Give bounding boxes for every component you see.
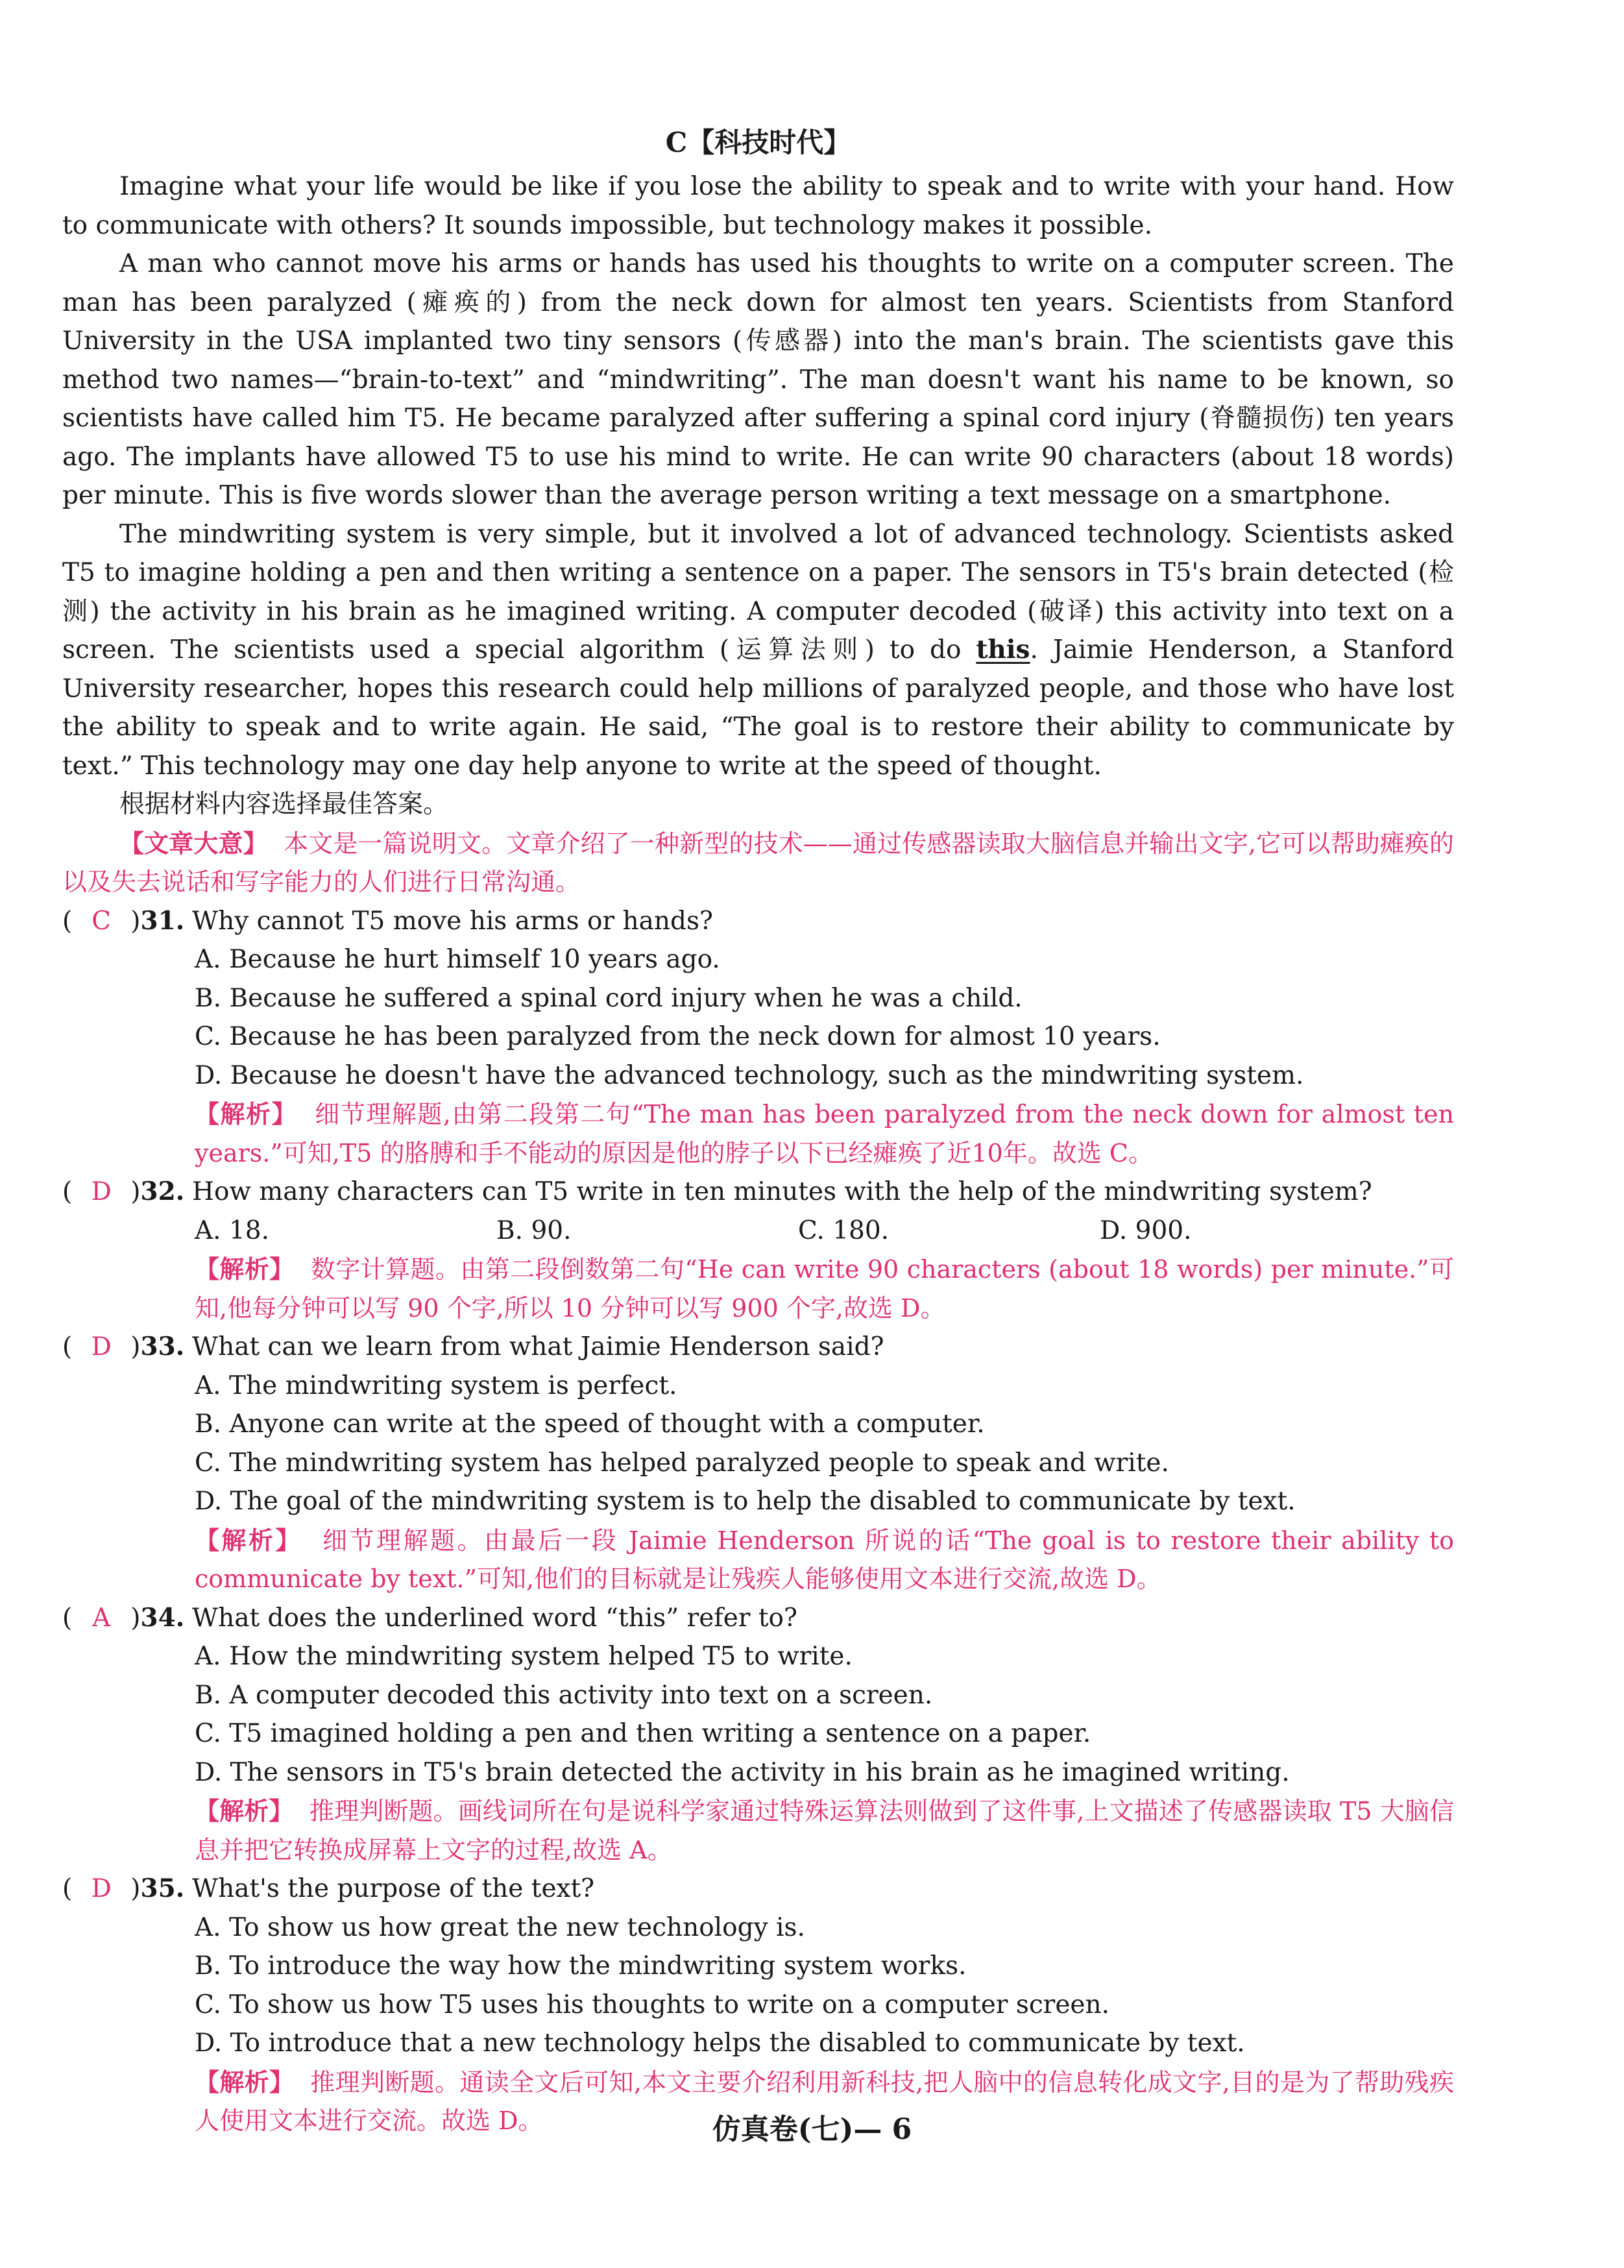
analysis-31 bbox=[195, 1095, 1454, 1173]
answer-34: A bbox=[92, 1603, 111, 1633]
question-31 bbox=[62, 902, 1454, 941]
option-c: C. 180. bbox=[798, 1215, 890, 1245]
question-stem: What's the purpose of the text? bbox=[192, 1874, 595, 1903]
passage-paragraph-1: Imagine what your life would be like if you lose the ability to speak and to write with your hand. How to communicate with others? It sounds impossible, but technology makes it possible. bbox=[62, 172, 1454, 240]
analysis-33 bbox=[195, 1521, 1454, 1599]
options-row bbox=[195, 1212, 1454, 1250]
passage-paragraph-3 bbox=[62, 515, 1454, 786]
answer-35: D bbox=[91, 1874, 112, 1903]
option-a: A. The mindwriting system is perfect. bbox=[195, 1371, 677, 1400]
option-c: C. To show us how T5 uses his thoughts to write on a computer screen. bbox=[195, 1990, 1109, 2019]
question-number: 31. bbox=[140, 905, 185, 936]
page-footer: 仿真卷(七)— 6 bbox=[712, 2113, 912, 2146]
answer-33: D bbox=[91, 1332, 112, 1361]
question-number: 35. bbox=[140, 1873, 185, 1903]
option-d: D. The sensors in T5's brain detected the activity in his brain as he imagined writing. bbox=[195, 1757, 1290, 1787]
instruction: 根据材料内容选择最佳答案。 bbox=[119, 790, 449, 819]
question-34 bbox=[62, 1599, 1454, 1638]
option-a: A. How the mindwriting system helped T5 to write. bbox=[195, 1642, 853, 1671]
question-33 bbox=[62, 1328, 1454, 1367]
option-d: D. Because he doesn't have the advanced technology, such as the mindwriting system. bbox=[195, 1060, 1304, 1090]
article-summary bbox=[62, 824, 1454, 902]
analysis-text: 推理判断题。通读全文后可知,本文主要介绍利用新科技,把人脑中的信息转化成文字,目的是为了帮助残疾人使用文本进行交流。故选 D。 bbox=[195, 2067, 1454, 2135]
analysis-text: 数字计算题。由第二段倒数第二句“He can write 90 characters (about 18 words) per minute.”可知,他每分钟可以写 90 个字,所以 10 分钟可以写 900 个字,故选 D。 bbox=[195, 1255, 1454, 1323]
section-title: C【科技时代】 bbox=[665, 127, 851, 158]
analysis-text: 细节理解题。由最后一段 Jaimie Henderson 所说的话“The goal is to restore their ability to communicate by text.”可知,他们的目标就是让残疾人能够使用文本进行交流,故选 D。 bbox=[195, 1526, 1454, 1593]
option-b: B. 90. bbox=[496, 1215, 572, 1245]
question-stem: What does the underlined word “this” refer to? bbox=[192, 1603, 797, 1633]
question-32 bbox=[62, 1173, 1454, 1212]
question-number: 34. bbox=[140, 1602, 185, 1633]
option-a: A. 18. bbox=[195, 1215, 269, 1245]
analysis-32 bbox=[195, 1250, 1454, 1328]
answer-32: D bbox=[91, 1177, 112, 1206]
question-number: 33. bbox=[140, 1332, 185, 1361]
analysis-tag: 【解析】 bbox=[195, 1254, 295, 1284]
option-b: B. A computer decoded this activity into text on a screen. bbox=[195, 1680, 933, 1710]
analysis-tag: 【解析】 bbox=[195, 2067, 295, 2097]
option-d: D. The goal of the mindwriting system is to help the disabled to communicate by text. bbox=[195, 1487, 1296, 1516]
passage-paragraph-2: A man who cannot move his arms or hands has used his thoughts to write on a computer screen. The man has been paralyzed (瘫痪的) from the neck down for almost ten years. Scientists from Stanford University in the USA implanted two tiny sensors (传感器) into the man's brain. The scientists gave this method two names—“brain-to-text” and “mindwriting”. The man doesn't want his name to be known, so scientists have called him T5. He became paralyzed after suffering a spinal cord injury (脊髓损伤) ten years ago. The implants have allowed T5 to use his mind to write. He can write 90 characters (about 18 words) per minute. This is five words slower than the average person writing a text message on a smartphone. bbox=[62, 249, 1454, 510]
option-b: B. Because he suffered a spinal cord injury when he was a child. bbox=[195, 983, 1023, 1013]
option-c: C. T5 imagined holding a pen and then writing a sentence on a paper. bbox=[195, 1719, 1091, 1748]
option-a: A. Because he hurt himself 10 years ago. bbox=[195, 945, 720, 974]
option-b: B. To introduce the way how the mindwriting system works. bbox=[195, 1951, 967, 1981]
summary-text: 本文是一篇说明文。文章介绍了一种新型的技术——通过传感器读取大脑信息并输出文字,它可以帮助瘫痪的以及失去说话和写字能力的人们进行日常沟通。 bbox=[62, 829, 1454, 896]
answer-bracket: ( D )32. bbox=[62, 1173, 192, 1212]
underlined-word-this: this bbox=[976, 635, 1030, 665]
question-stem: Why cannot T5 move his arms or hands? bbox=[192, 906, 713, 936]
option-c: C. The mindwriting system has helped paralyzed people to speak and write. bbox=[195, 1448, 1169, 1478]
answer-bracket: ( D )35. bbox=[62, 1870, 192, 1908]
option-b: B. Anyone can write at the speed of thought with a computer. bbox=[195, 1409, 985, 1439]
question-stem: How many characters can T5 write in ten minutes with the help of the mindwriting system? bbox=[192, 1177, 1372, 1206]
question-35 bbox=[62, 1870, 1454, 1908]
analysis-tag: 【解析】 bbox=[195, 1525, 302, 1555]
summary-tag: 【文章大意】 bbox=[119, 828, 268, 858]
question-number: 32. bbox=[140, 1177, 185, 1206]
analysis-text: 细节理解题,由第二段第二句“The man has been paralyzed from the neck down for almost ten years.”可知,T5 的胳膊和手不能动的原因是他的脖子以下已经瘫痪了近10年。故选 C。 bbox=[195, 1100, 1454, 1167]
analysis-text: 推理判断题。画线词所在句是说科学家通过特殊运算法则做到了这件事,上文描述了传感器读取 T5 大脑信息并把它转换成屏幕上文字的过程,故选 A。 bbox=[195, 1797, 1454, 1864]
answer-bracket: ( A )34. bbox=[62, 1599, 192, 1638]
paragraph-3-before: The mindwriting system is very simple, but it involved a lot of advanced technology. Scientists asked T5 to imagine holding a pen and then writing a sentence on a paper. The sensors in T5's brain detected (检测) the activity in his brain as he imagined writing. A computer decoded (破译) this activity into text on a screen. The scientists used a special algorithm (运算法则) to do bbox=[62, 519, 1454, 665]
option-d: D. 900. bbox=[1100, 1215, 1192, 1245]
analysis-34 bbox=[195, 1792, 1454, 1870]
analysis-tag: 【解析】 bbox=[195, 1099, 298, 1128]
option-c: C. Because he has been paralyzed from the neck down for almost 10 years. bbox=[195, 1022, 1161, 1051]
paragraph-3-after: . Jaimie Henderson, a Stanford University researcher, hopes this research could help millions of paralyzed people, and those who have lost the ability to speak and to write again. He said, “The goal is to restore their ability to communicate by text.” This technology may one day help anyone to write at the speed of thought. bbox=[62, 635, 1454, 781]
answer-bracket: ( D )33. bbox=[62, 1328, 192, 1367]
analysis-tag: 【解析】 bbox=[195, 1796, 294, 1825]
answer-31: C bbox=[91, 906, 112, 936]
option-a: A. To show us how great the new technology is. bbox=[195, 1912, 805, 1942]
answer-bracket: ( C )31. bbox=[62, 902, 192, 941]
question-stem: What can we learn from what Jaimie Henderson said? bbox=[192, 1332, 884, 1361]
option-d: D. To introduce that a new technology helps the disabled to communicate by text. bbox=[195, 2029, 1245, 2058]
